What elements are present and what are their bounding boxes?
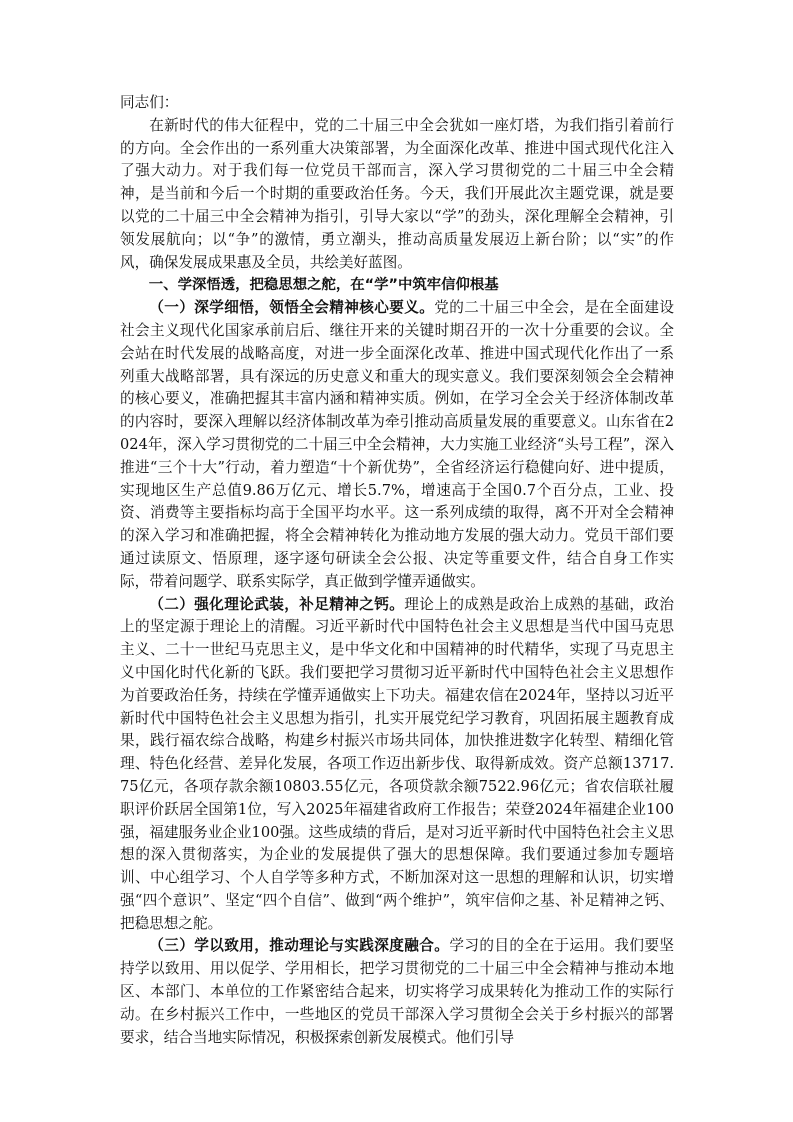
salutation: 同志们： — [120, 94, 179, 111]
paragraph-2-body: 理论上的成熟是政治上成熟的基础，政治上的坚定源于理论上的清醒。习近平新时代中国特色社会主义思想是当代中国马克思主义、二十一世纪马克思主义，是中华文化和中国精神的时代精华，实现了马克思主义中国化时代化新的飞跃。我们要把学习贯彻习近平新时代中国特色社会主义思想作为首要政治任务，持续在学懂弄通做实上下功夫。福建农信在2024年，坚持以习近平新时代中国特色社会主义思想为指引，扎实开展党纪学习教育，巩固拓展主题教育成果，践行福农综合战略，构建乡村振兴市场共同体，加快推进数字化转型、精细化管理、特色化经营、差异化发展，各项工作迈出新步伐、取得新成效。资产总额13717.75亿元，各项存款余额10803.55亿元，各项贷款余额7522.96亿元；省农信联社履职评价跃居全国第1位，写入2025年福建省政府工作报告；荣登2024年福建企业100强，福建服务业企业100强。这些成绩的背后，是对习近平新时代中国特色社会主义思想的深入贯彻落实，为企业的发展提供了强大的思想保障。我们要通过参加专题培训、中心组学习、个人自学等多种方式，不断加深对这一思想的理解和认识，切实增强“四个意识”、坚定“四个自信”、做到“两个维护”，筑牢信仰之基、补足精神之钙、把稳思想之舵。 — [120, 595, 674, 932]
paragraph-1-lead: （一）深学细悟，领悟全会精神核心要义。 — [149, 299, 435, 317]
paragraph-2-lead: （二）强化理论武装，补足精神之钙。 — [149, 595, 405, 613]
paragraph-3-lead: （三）学以致用，推动理论与实践深度融合。 — [149, 937, 450, 955]
paragraph-2 — [120, 594, 674, 936]
document-page — [120, 92, 674, 1049]
paragraph-3 — [120, 935, 674, 1049]
intro-paragraph: 在新时代的伟大征程中，党的二十届三中全会犹如一座灯塔，为我们指引着前行的方向。全会作出的一系列重大决策部署，为全面深化改革、推进中国式现代化注入了强大动力。对于我们每一位党员干部而言，深入学习贯彻党的二十届三中全会精神，是当前和今后一个时期的重要政治任务。今天，我们开展此次主题党课，就是要以党的二十届三中全会精神为指引，引导大家以“学”的劲头，深化理解全会精神，引领发展航向；以“争”的激情，勇立潮头，推动高质量发展迈上新台阶；以“实”的作风，确保发展成果惠及全员，共绘美好蓝图。 — [120, 116, 674, 271]
section-heading-1: 一、学深悟透，把稳思想之舵，在“学”中筑牢信仰根基 — [148, 277, 499, 294]
paragraph-3-body: 学习的目的全在于运用。我们要坚持学以致用、用以促学、学用相长，把学习贯彻党的二十届三中全会精神与推动本地区、本部门、本单位的工作紧密结合起来，切实将学习成果转化为推动工作的实际行动。在乡村振兴工作中，一些地区的党员干部深入学习贯彻全会关于乡村振兴的部署要求，结合当地实际情况，积极探索创新发展模式。他们引导 — [120, 937, 674, 1046]
paragraph-1-body: 党的二十届三中全会，是在全面建设社会主义现代化国家承前启后、继往开来的关键时期召开的一次十分重要的会议。全会站在时代发展的战略高度，对进一步全面深化改革、推进中国式现代化作出了一系列重大战略部署，具有深远的历史意义和重大的现实意义。我们要深刻领会全会精神的核心要义，准确把握其丰富内涵和精神实质。例如，在学习全会关于经济体制改革的内容时，要深入理解以经济体制改革为牵引推动高质量发展的重要意义。山东省在2024年，深入学习贯彻党的二十届三中全会精神，大力实施工业经济“头号工程”，深入推进“三个十大”行动，着力塑造“十个新优势”，全省经济运行稳健向好、进中提质，实现地区生产总值9.86万亿元、增长5.7%，增速高于全国0.7个百分点，工业、投资、消费等主要指标均高于全国平均水平。这一系列成绩的取得，离不开对全会精神的深入学习和准确把握，将全会精神转化为推动地方发展的强大动力。党员干部们要通过读原文、悟原理，逐字逐句研读全会公报、决定等重要文件，结合自身工作实际，带着问题学、联系实际学，真正做到学懂弄通做实。 — [120, 299, 674, 590]
paragraph-1 — [120, 297, 674, 593]
